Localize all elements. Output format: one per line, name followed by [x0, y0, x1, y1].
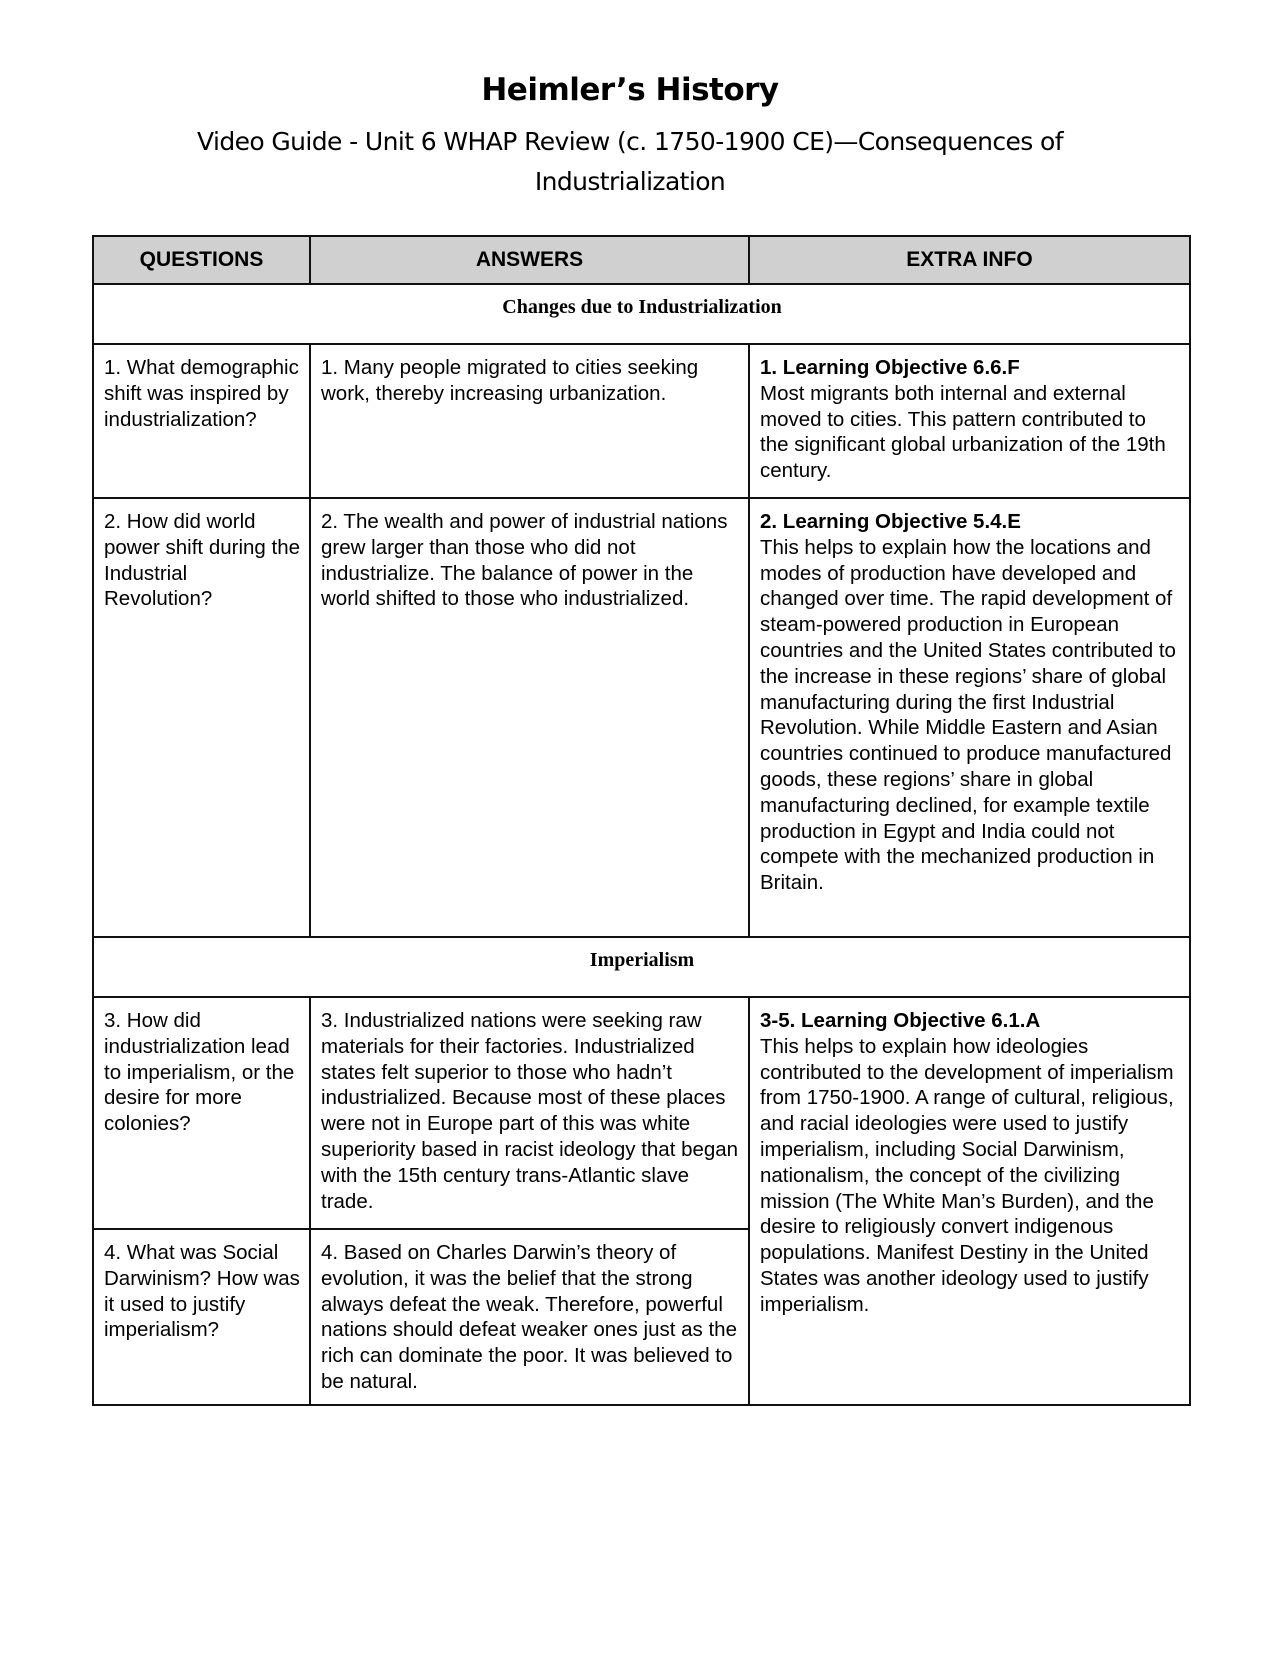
extra-info-cell: [749, 344, 1190, 498]
extra-info-text: This helps to explain how ideologies contributed to the development of imperialism from 1750-1900. A range of cultural, religious, and racial ideologies were used to justify imperialism, including Social Darwinism, nationalism, the concept of the civilizing mission (The White Man’s Burden), and the desire to religiously convert indigenous populations. Manifest Destiny in the United States was another ideology used to justify imperialism.: [760, 1034, 1174, 1316]
question-cell: 2. How did world power shift during the Industrial Revolution?: [93, 498, 310, 937]
learning-objective: 3-5. Learning Objective 6.1.A: [760, 1009, 1041, 1032]
answer-cell: 1. Many people migrated to cities seeking work, thereby increasing urbanization.: [310, 344, 749, 498]
document-subtitle: Video Guide - Unit 6 WHAP Review (c. 1750-1900 CE)—Consequences of Industrialization: [197, 127, 1063, 196]
section-row: [93, 284, 1190, 344]
extra-info-cell: [749, 997, 1190, 1405]
question-cell: 1. What demographic shift was inspired by industrialization?: [93, 344, 310, 498]
document-title: Heimler’s History: [481, 72, 779, 108]
extra-info-text: This helps to explain how the locations and modes of production have developed and changed over time. The rapid development of steam-powered production in European countries and the United States contributed to the increase in these regions’ share of global manufacturing during the first Industrial Revolution. While Middle Eastern and Asian countries continued to produce manufactured goods, these regions’ share in global manufacturing declined, for example textile production in Egypt and India could not compete with the mechanized production in Britain.: [760, 535, 1176, 895]
column-header-extra-info: EXTRA INFO: [749, 236, 1190, 284]
column-header-answers: ANSWERS: [310, 236, 749, 284]
table-row: [93, 498, 1190, 937]
question-cell: 4. What was Social Darwinism? How was it used to justify imperialism?: [93, 1229, 310, 1405]
column-header-questions: QUESTIONS: [93, 236, 310, 284]
answer-cell: 4. Based on Charles Darwin’s theory of evolution, it was the belief that the strong always defeat the weak. Therefore, powerful nations should defeat weaker ones just as the rich can dominate the poor. It was believed to be natural.: [310, 1229, 749, 1405]
question-cell: 3. How did industrialization lead to imperialism, or the desire for more colonies?: [93, 997, 310, 1229]
video-guide-table: [92, 235, 1191, 1406]
section-title: Imperialism: [93, 937, 1190, 997]
extra-info-cell: [749, 498, 1190, 937]
learning-objective: 1. Learning Objective 6.6.F: [760, 356, 1020, 379]
answer-cell: 3. Industrialized nations were seeking raw materials for their factories. Industrialized states felt superior to those who hadn’t industrialized. Because most of these places were not in Europe part of this was white superiority based in racist ideology that began with the 15th century trans-Atlantic slave trade.: [310, 997, 749, 1229]
table-header-row: [93, 236, 1190, 284]
answer-cell: 2. The wealth and power of industrial nations grew larger than those who did not industrialize. The balance of power in the world shifted to those who industrialized.: [310, 498, 749, 937]
table-row: [93, 997, 1190, 1229]
section-title: Changes due to Industrialization: [93, 284, 1190, 344]
table-row: [93, 344, 1190, 498]
learning-objective: 2. Learning Objective 5.4.E: [760, 510, 1021, 533]
extra-info-text: Most migrants both internal and external moved to cities. This pattern contributed to the significant global urbanization of the 19th century.: [760, 381, 1166, 483]
section-row: [93, 937, 1190, 997]
